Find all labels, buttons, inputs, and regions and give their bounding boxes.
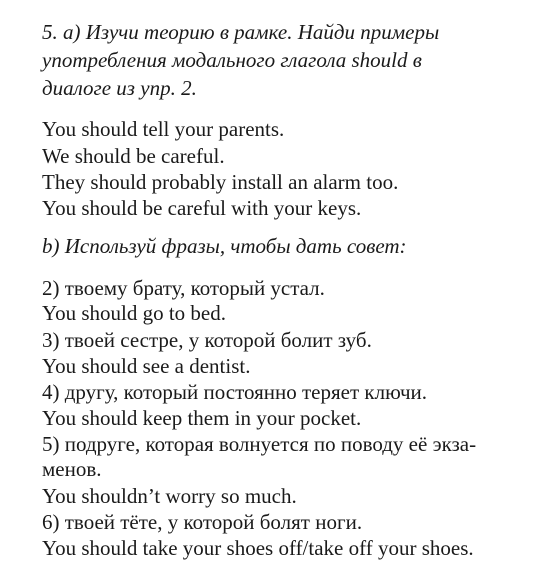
advice-line-7: 5) подруге, которая волнуется по поводу её экза- xyxy=(42,432,477,456)
advice-line-3: 3) твоей сестре, у которой болит зуб. xyxy=(42,328,372,352)
task-a-line-1: 5. а) Изучи теорию в рамке. Найди примеры xyxy=(42,20,440,44)
example-line-3: They should probably install an alarm too. xyxy=(42,170,399,194)
task-b-heading: b) Используй фразы, чтобы дать совет: xyxy=(42,234,407,258)
advice-line-5: 4) другу, который постоянно теряет ключи. xyxy=(42,380,428,404)
advice-line-10: 6) твоей тёте, у которой болят ноги. xyxy=(42,510,363,534)
advice-line-6: You should keep them in your pocket. xyxy=(42,406,362,430)
example-line-4: You should be careful with your keys. xyxy=(42,196,362,220)
advice-line-4: You should see a dentist. xyxy=(42,354,251,378)
advice-line-9: You shouldn’t worry so much. xyxy=(42,484,297,508)
advice-line-2: You should go to bed. xyxy=(42,301,226,325)
example-line-1: You should tell your parents. xyxy=(42,117,285,141)
advice-line-8: менов. xyxy=(42,457,102,481)
advice-line-11: You should take your shoes off/take off your shoes. xyxy=(42,536,474,560)
task-a-line-3: диалоге из упр. 2. xyxy=(42,76,197,100)
advice-line-1: 2) твоему брату, который устал. xyxy=(42,276,325,300)
example-line-2: We should be careful. xyxy=(42,144,225,168)
task-a-line-2: употребления модального глагола should в xyxy=(42,48,422,72)
